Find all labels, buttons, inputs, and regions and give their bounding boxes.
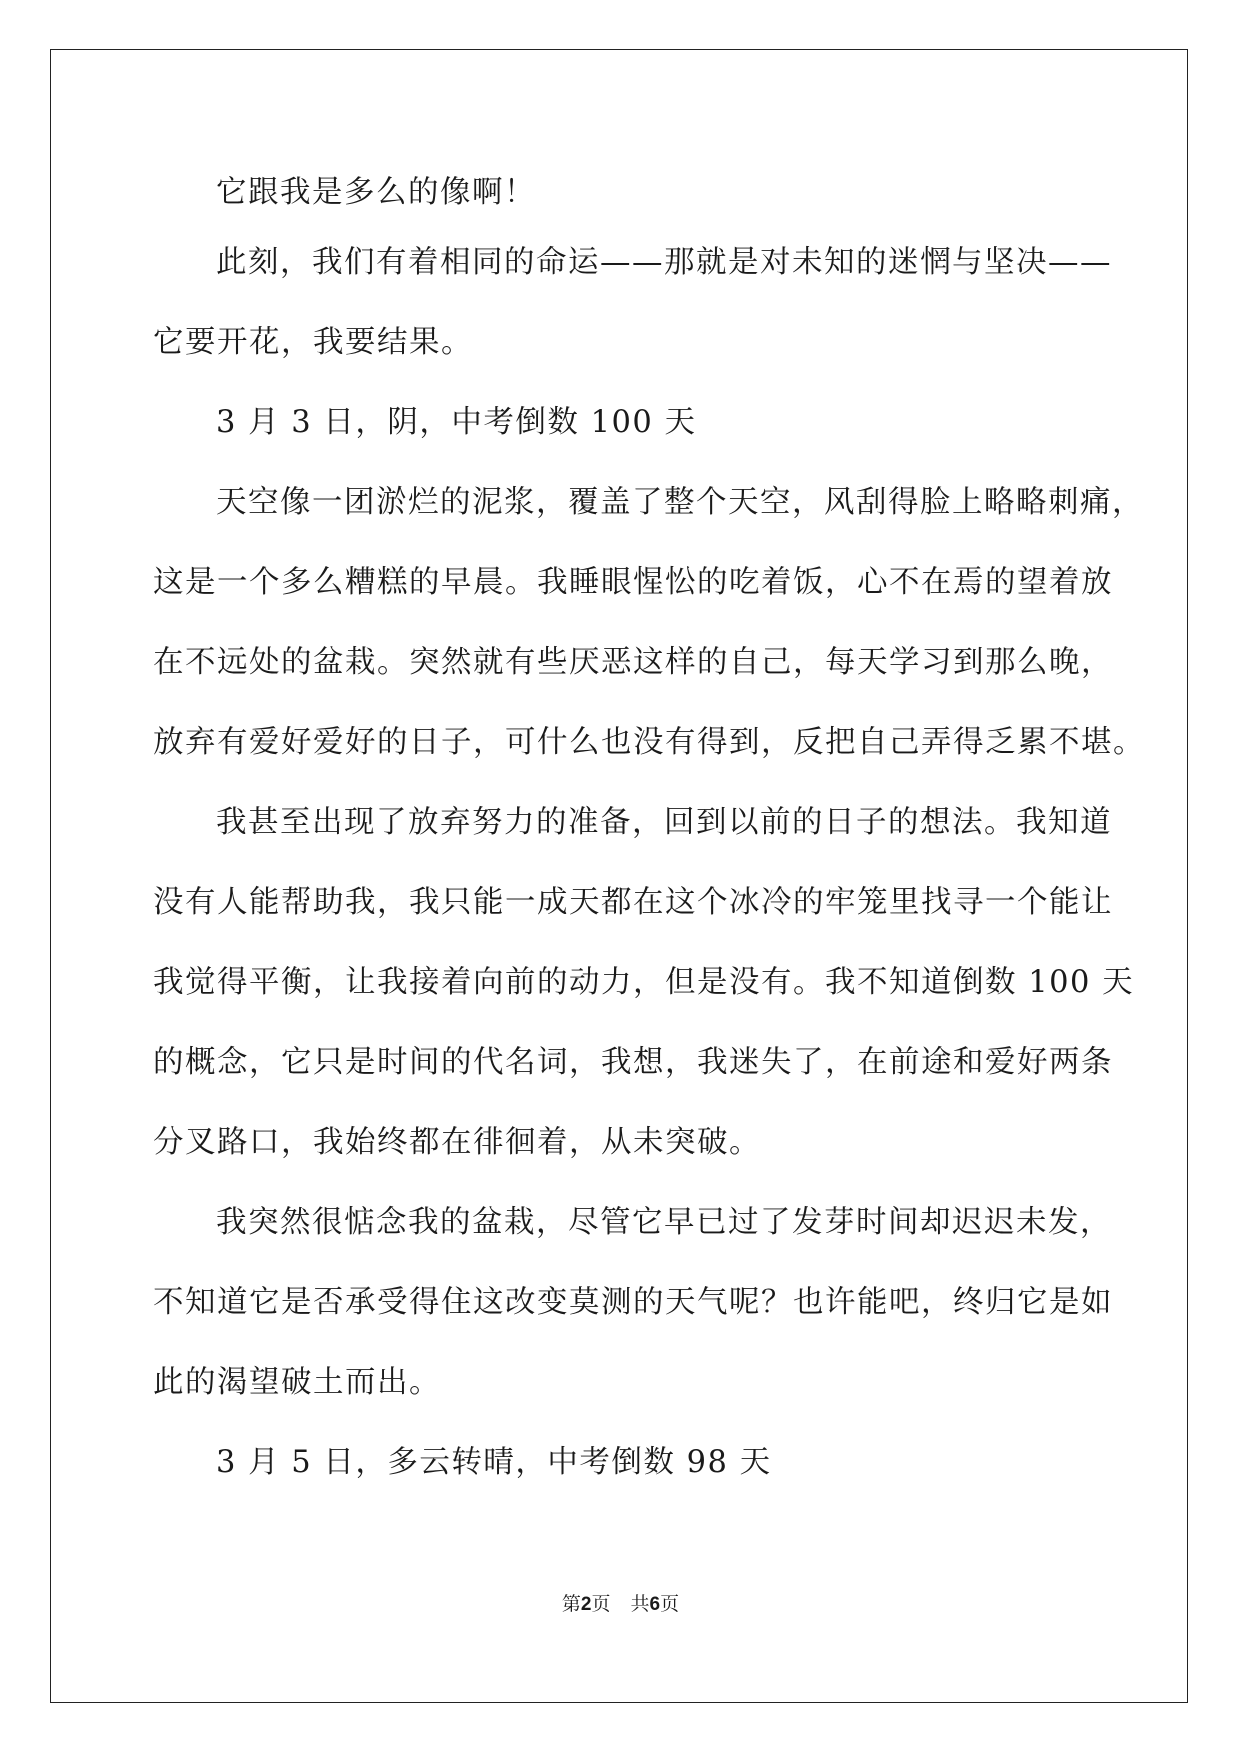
text-line: 我觉得平衡，让我接着向前的动力，但是没有。我不知道倒数 100 天 [153,965,1135,1000]
text-line: 天空像一团淤烂的泥浆，覆盖了整个天空，风刮得脸上略略刺痛， [216,485,1144,520]
text-line: 它要开花，我要结果。 [153,325,473,360]
total-suffix: 页 [660,1593,680,1615]
text-line: 分叉路口，我始终都在徘徊着，从未突破。 [153,1125,761,1160]
text-line: 我甚至出现了放弃努力的准备，回到以前的日子的想法。我知道 [216,805,1112,840]
text-line: 此刻，我们有着相同的命运——那就是对未知的迷惘与坚决—— [216,245,1112,280]
text-line: 的概念，它只是时间的代名词，我想，我迷失了，在前途和爱好两条 [153,1045,1113,1080]
text-line: 它跟我是多么的像啊！ [216,175,536,210]
text-line: 3 月 3 日，阴，中考倒数 100 天 [216,405,697,440]
total-prefix: 共 [630,1593,650,1615]
text-line: 不知道它是否承受得住这改变莫测的天气呢？也许能吧，终归它是如 [153,1285,1113,1320]
text-line: 放弃有爱好爱好的日子，可什么也没有得到，反把自己弄得乏累不堪。 [153,725,1145,760]
page-footer [0,1592,1241,1617]
page-number: 2 [580,1594,592,1615]
page-prefix: 第 [561,1593,581,1615]
text-line: 3 月 5 日，多云转晴，中考倒数 98 天 [216,1445,772,1480]
text-line: 没有人能帮助我，我只能一成天都在这个冰冷的牢笼里找寻一个能让 [153,885,1113,920]
text-line: 此的渴望破土而出。 [153,1365,441,1400]
text-line: 这是一个多么糟糕的早晨。我睡眼惺忪的吃着饭，心不在焉的望着放 [153,565,1113,600]
text-line: 我突然很惦念我的盆栽，尽管它早已过了发芽时间却迟迟未发， [216,1205,1112,1240]
page-suffix: 页 [591,1593,611,1615]
total-pages: 6 [649,1594,661,1615]
text-line: 在不远处的盆栽。突然就有些厌恶这样的自己，每天学习到那么晚， [153,645,1113,680]
